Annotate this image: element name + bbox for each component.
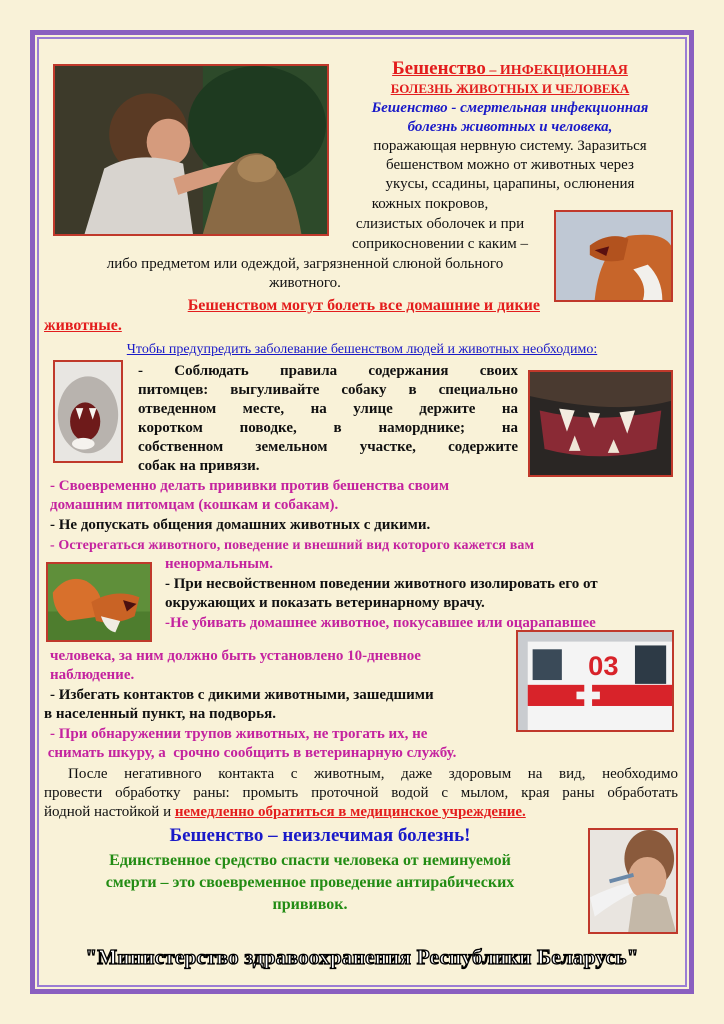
warning-line2: животные. [44, 317, 122, 334]
warning-line1: Бешенством могут болеть все домашние и дикие [187, 297, 540, 314]
rule-no-contact: - Не допускать общения домашних животных с дикими. [50, 517, 431, 533]
intro-line: животного. [269, 275, 341, 291]
title-suffix: – ИНФЕКЦИОННАЯ [485, 63, 628, 78]
page-title [340, 57, 680, 82]
rule-keeping-line: питомцев: выгуливайте собаку в специально [138, 382, 518, 398]
incurable-heading: Бешенство – неизлечимая болезнь! [169, 825, 471, 846]
rule-corpses-line: снимать шкуру, а срочно сообщить в ветеринарную службу. [44, 745, 457, 761]
rule-avoid-wild-line: в населенный пункт, на подворья. [44, 706, 276, 722]
rule-keeping-line: - Соблюдать правила содержания своих [138, 363, 518, 379]
intro-line: поражающая нервную систему. Заразиться [373, 138, 647, 154]
seek-medical-help: немедленно обратиться в медицинское учреждение. [174, 804, 526, 820]
rule-beware-line2: ненормальным. [165, 556, 273, 572]
rule-isolate-line: окружающих и показать ветеринарному врачу. [165, 595, 485, 611]
intro-line: бешенством можно от животных через [386, 157, 634, 173]
rule-vaccinate-line: домашним питомцам (кошкам и собакам). [50, 497, 339, 513]
vaccination-photo [588, 828, 678, 934]
hissing-cat-photo [53, 360, 123, 463]
prevent-heading: Чтобы предупредить заболевание бешенством людей и животных необходимо: [126, 342, 598, 357]
rule-beware-line1: - Остерегаться животного, поведение и внешний вид которого кажется вам [50, 538, 535, 553]
definition-line1: Бешенство - смертельная инфекционная [371, 100, 649, 116]
ambulance-photo [516, 630, 674, 732]
after-contact-line1: После негативного контакта с животным, даже здоровым на вид, необходимо [68, 766, 678, 782]
intro-line: либо предметом или одеждой, загрязненной слюной больного [106, 256, 504, 272]
dog-fangs-photo [528, 370, 673, 477]
rule-avoid-wild-line: - Избегать контактов с дикими животными, зашедшими [50, 687, 434, 703]
rule-vaccinate-line: - Своевременно делать прививки против бешенства своим [50, 478, 450, 494]
rule-dont-kill-line: наблюдение. [50, 667, 135, 683]
intro-line: укусы, ссадины, царапины, ослюнения [385, 176, 635, 192]
woman-bitten-by-coyote-photo [53, 64, 329, 236]
ambulance-number: 03 [588, 650, 619, 682]
after-contact-line3 [44, 803, 678, 822]
rule-keeping-line: коротком поводке, в наморднике; на [138, 420, 518, 436]
rule-keeping-line: собственном земельном участке, содержите [138, 439, 518, 455]
title-main: Бешенство [392, 58, 486, 79]
definition-line2: болезнь животных и человека, [407, 119, 613, 135]
rule-dont-kill-line: -Не убивать домашнее животное, покусавшее или оцарапавшее [165, 615, 596, 631]
after-contact-line3-start: йодной настойкой и [44, 804, 175, 820]
rule-keeping-line: отведенном месте, на улице держите на [138, 401, 518, 417]
fox-in-grass-photo [46, 562, 152, 642]
after-contact-line2: провести обработку раны: промыть проточной водой с мылом, края раны обработать [44, 785, 678, 801]
rule-corpses-line: - При обнаружении трупов животных, не трогать их, не [50, 726, 428, 742]
intro-line: соприкосновении с каким – [352, 236, 528, 252]
intro-line: кожных покровов, [371, 196, 489, 212]
rule-isolate-line: - При несвойственном поведении животного изолировать его от [165, 576, 598, 592]
conclusion-line: прививок. [272, 896, 348, 913]
title-line2: БОЛЕЗНЬ ЖИВОТНЫХ И ЧЕЛОВЕКА [390, 81, 630, 96]
conclusion-line: смерти – это своевременное проведение антирабических [105, 874, 515, 891]
intro-line: слизистых оболочек и при [355, 216, 525, 232]
footer-ministry: "Министерство здравоохранения Республики Беларусь" [85, 945, 639, 969]
snarling-fox-photo [554, 210, 673, 302]
conclusion-line: Единственное средство спасти человека от неминуемой [109, 852, 511, 869]
rule-keeping-line: собак на привязи. [138, 458, 260, 474]
rule-dont-kill-line: человека, за ним должно быть установлено 10-дневное [50, 648, 421, 664]
